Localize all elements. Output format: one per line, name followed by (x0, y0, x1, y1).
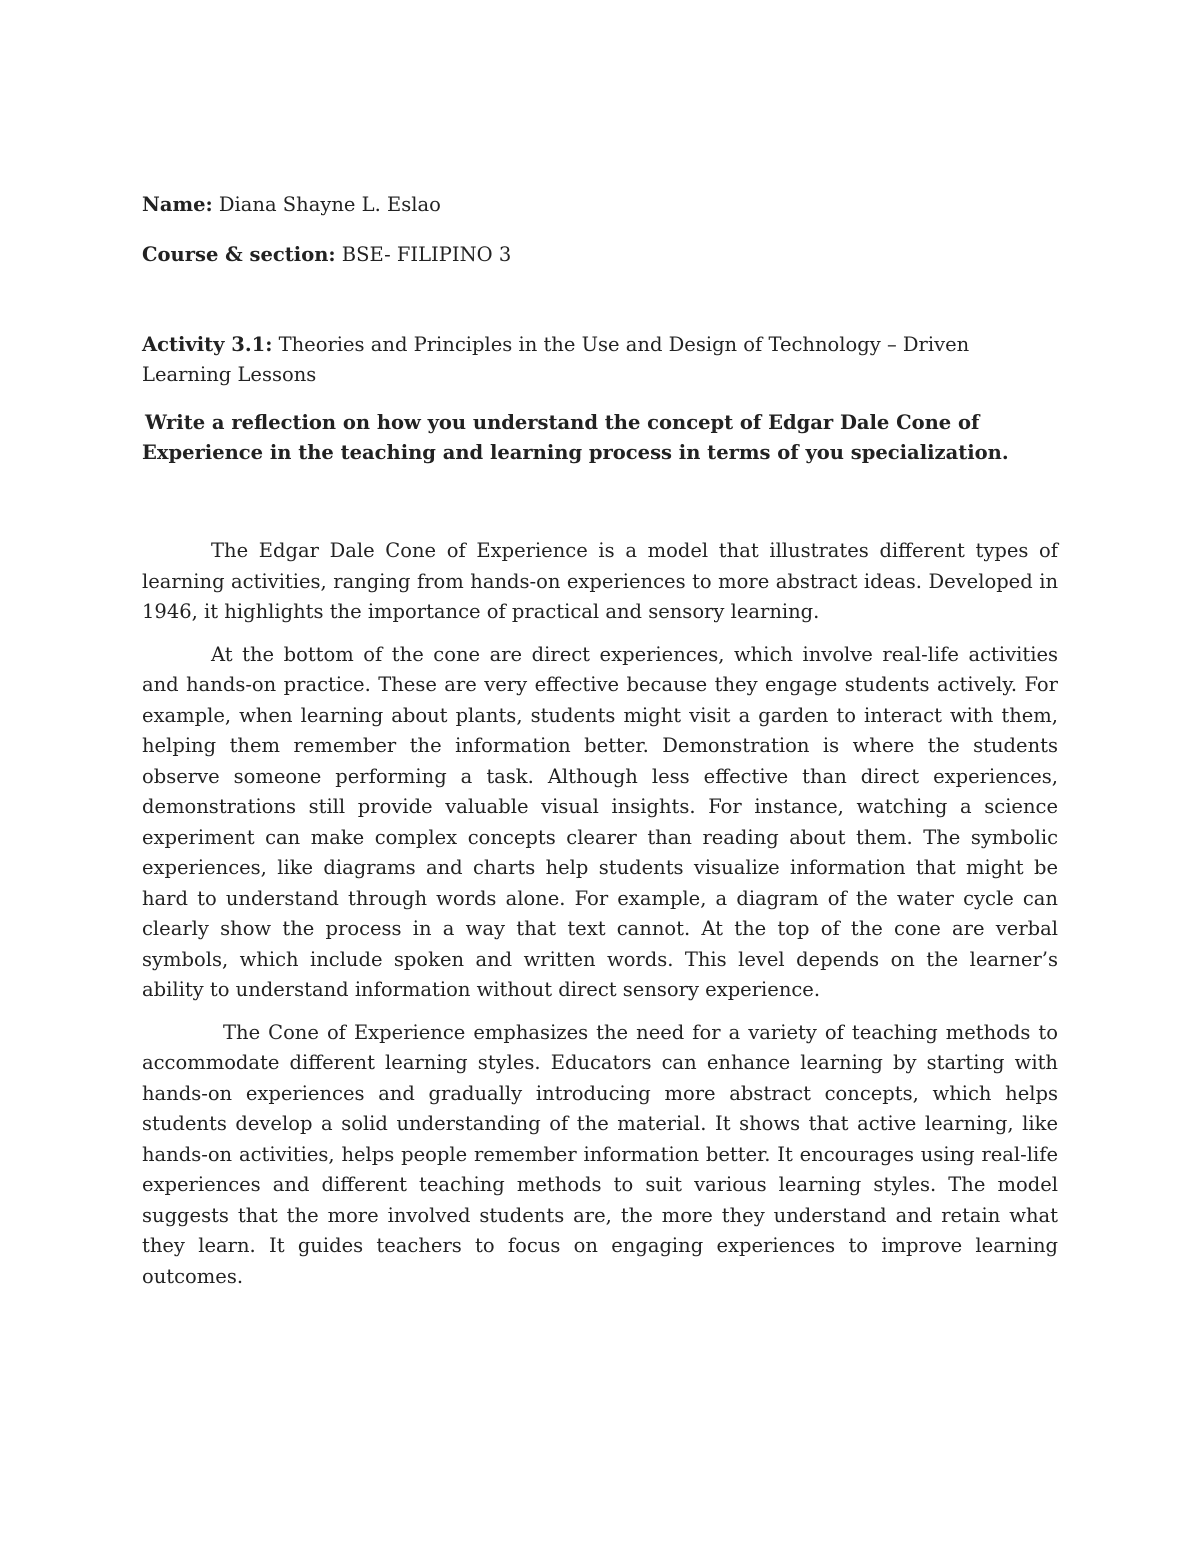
body-paragraph-1: The Edgar Dale Cone of Experience is a model that illustrates different types of learning activities, ranging from hands-on experiences to more abstract ideas. Developed in 1946, it highlights the importance of practical and sensory learning. (142, 539, 1058, 623)
body-paragraph-3: The Cone of Experience emphasizes the need for a variety of teaching methods to accommodate different learning styles. Educators can enhance learning by starting with hands-on experiences and gradually introducing more abstract concepts, which helps students develop a solid understanding of the material. It shows that active learning, like hands-on activities, helps people remember information better. It encourages using real-life experiences and different teaching methods to suit various learning styles. The model suggests that the more involved students are, the more they understand and retain what they learn. It guides teachers to focus on engaging experiences to improve learning outcomes. (142, 1020, 1058, 1288)
course-section-label: Course & section: (142, 243, 336, 266)
activity-title: Theories and Principles in the Use and Design of Technology – Driven Learning Lessons (142, 333, 970, 386)
name-label: Name: (142, 193, 213, 216)
course-section-line (142, 240, 1058, 270)
body-paragraph-2: At the bottom of the cone are direct experiences, which involve real-life activities and hands-on practice. These are very effective because they engage students actively. For example, when learning about plants, students might visit a garden to interact with them, helping them remember the information better. Demonstration is where the students observe someone performing a task. Although less effective than direct experiences, demonstrations still provide valuable visual insights. For instance, watching a science experiment can make complex concepts clearer than reading about them. The symbolic experiences, like diagrams and charts help students visualize information that might be hard to understand through words alone. For example, a diagram of the water cycle can clearly show the process in a way that text cannot. At the top of the cone are verbal symbols, which include spoken and written words. This level depends on the learner’s ability to understand information without direct sensory experience. (142, 642, 1058, 1001)
activity-heading (142, 330, 1058, 390)
reflection-prompt: Write a reflection on how you understand the concept of Edgar Dale Cone of Experience in the teaching and learning process in terms of you specialization. (142, 411, 1009, 464)
document-content (142, 190, 1058, 1304)
course-section-value: BSE- FILIPINO 3 (335, 243, 512, 266)
name-value: Diana Shayne L. Eslao (212, 193, 441, 216)
name-line (142, 190, 1058, 220)
activity-label: Activity 3.1: (142, 333, 273, 356)
